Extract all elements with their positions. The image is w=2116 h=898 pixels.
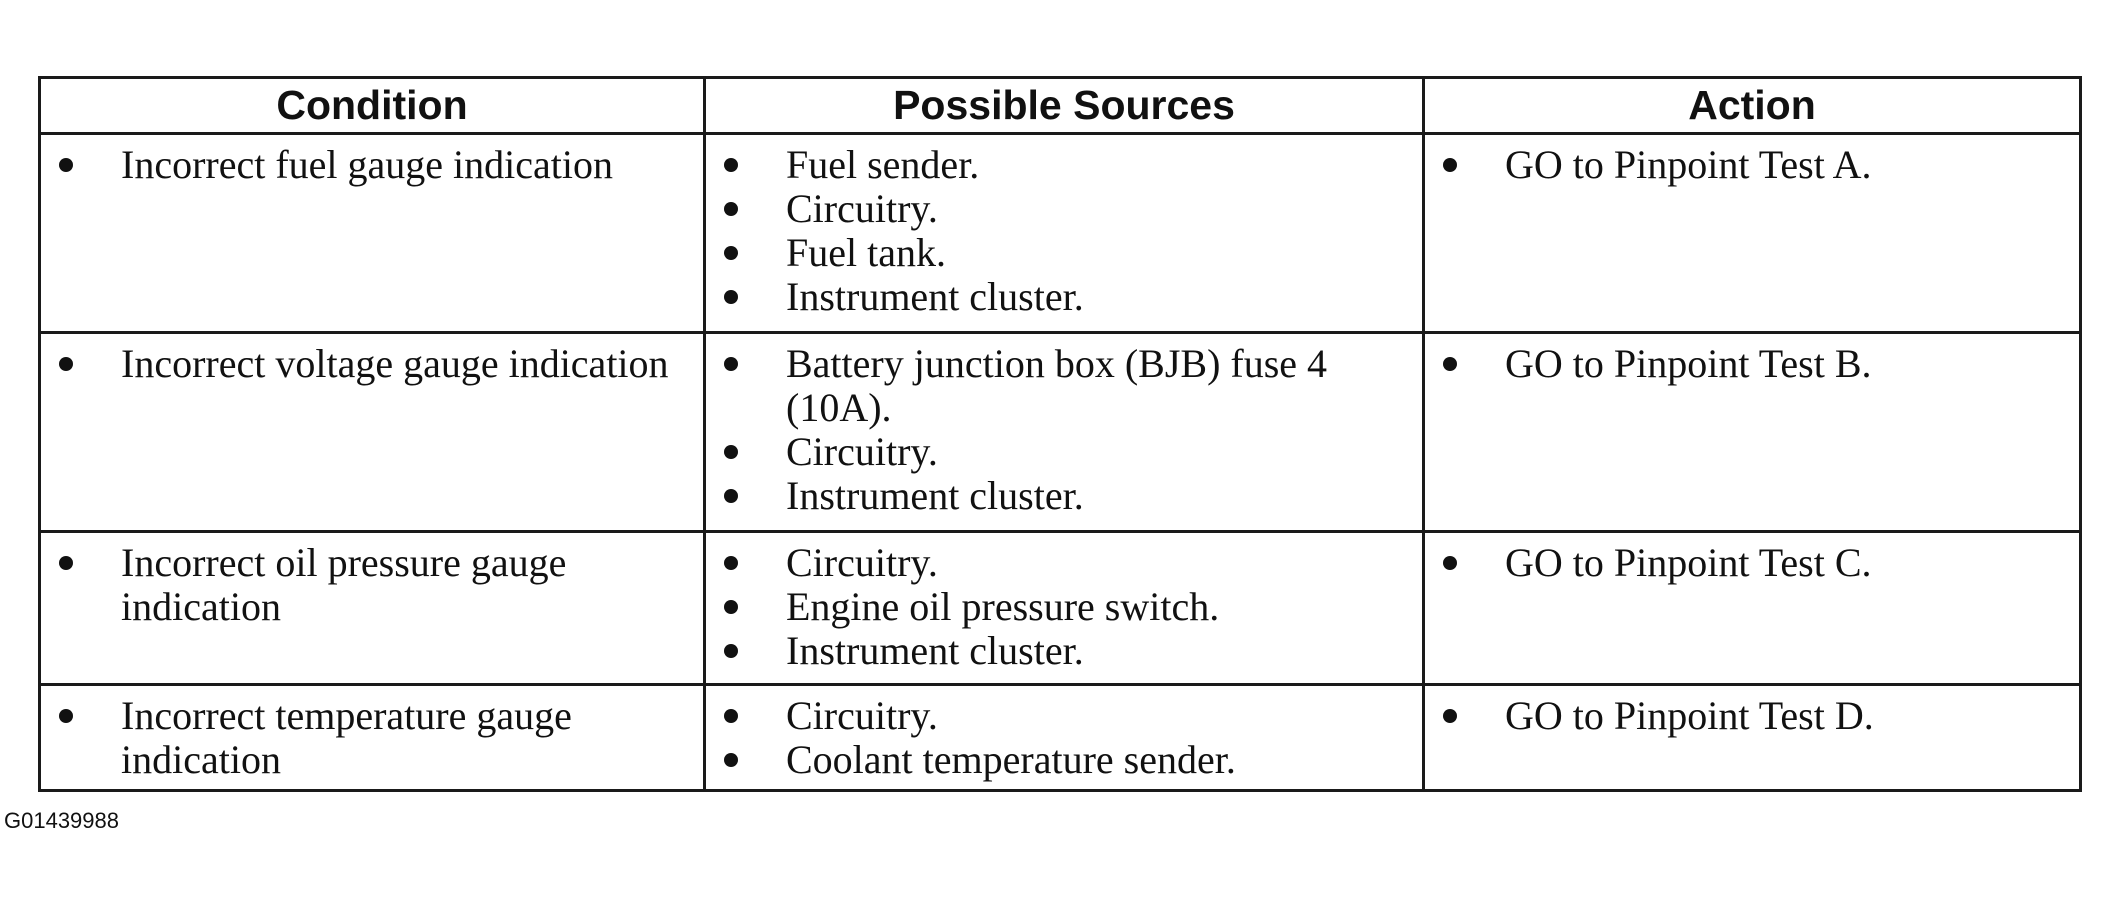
bullet-icon <box>59 556 73 570</box>
bullet-icon <box>724 709 738 723</box>
bullet-icon <box>724 202 738 216</box>
source-text: Fuel tank. <box>786 230 946 275</box>
list-item <box>41 541 703 629</box>
list-item <box>706 738 1422 782</box>
bullet-icon <box>59 709 73 723</box>
condition-text: Incorrect voltage gauge indication <box>121 341 669 386</box>
bullet-icon <box>1443 158 1457 172</box>
source-text: Circuitry. <box>786 186 938 231</box>
condition-cell <box>40 685 705 791</box>
bullet-icon <box>724 357 738 371</box>
list-item <box>706 541 1422 585</box>
action-text: GO to Pinpoint Test A. <box>1505 142 1872 187</box>
list-item <box>1425 541 2079 585</box>
list-item <box>706 629 1422 673</box>
condition-text: Incorrect oil pressure gauge indication <box>121 540 567 629</box>
action-cell <box>1424 532 2081 685</box>
source-text: Instrument cluster. <box>786 473 1084 518</box>
source-text: Circuitry. <box>786 693 938 738</box>
condition-cell <box>40 134 705 333</box>
bullet-icon <box>724 158 738 172</box>
action-text: GO to Pinpoint Test D. <box>1505 693 1874 738</box>
source-text: Circuitry. <box>786 540 938 585</box>
sources-cell <box>705 134 1424 333</box>
list-item <box>41 694 703 782</box>
bullet-icon <box>59 158 73 172</box>
sources-cell <box>705 333 1424 532</box>
list-item <box>41 143 703 187</box>
header-row <box>40 78 2081 134</box>
list-item <box>41 342 703 386</box>
header-condition: Condition <box>40 78 705 134</box>
bullet-icon <box>724 246 738 260</box>
action-text: GO to Pinpoint Test B. <box>1505 341 1872 386</box>
list-item <box>706 474 1422 518</box>
table-row <box>40 685 2081 791</box>
bullet-icon <box>59 357 73 371</box>
table-row <box>40 532 2081 685</box>
source-text: Engine oil pressure switch. <box>786 584 1220 629</box>
condition-cell <box>40 333 705 532</box>
action-cell <box>1424 134 2081 333</box>
list-item <box>706 275 1422 319</box>
figure-id: G01439988 <box>4 808 119 833</box>
bullet-icon <box>724 290 738 304</box>
list-item <box>706 694 1422 738</box>
bullet-icon <box>1443 357 1457 371</box>
sources-cell <box>705 532 1424 685</box>
list-item <box>706 430 1422 474</box>
list-item <box>1425 143 2079 187</box>
header-possible-sources: Possible Sources <box>705 78 1424 134</box>
list-item <box>706 187 1422 231</box>
source-text: Battery junction box (BJB) fuse 4 (10A). <box>786 341 1328 430</box>
action-text: GO to Pinpoint Test C. <box>1505 540 1872 585</box>
bullet-icon <box>1443 556 1457 570</box>
bullet-icon <box>1443 709 1457 723</box>
bullet-icon <box>724 489 738 503</box>
condition-cell <box>40 532 705 685</box>
bullet-icon <box>724 445 738 459</box>
source-text: Instrument cluster. <box>786 628 1084 673</box>
bullet-icon <box>724 600 738 614</box>
list-item <box>706 143 1422 187</box>
list-item <box>1425 694 2079 738</box>
diagnosis-table <box>38 76 2082 792</box>
source-text: Coolant temperature sender. <box>786 737 1236 782</box>
condition-text: Incorrect temperature gauge indication <box>121 693 572 782</box>
action-cell <box>1424 685 2081 791</box>
source-text: Fuel sender. <box>786 142 980 187</box>
condition-text: Incorrect fuel gauge indication <box>121 142 613 187</box>
list-item <box>706 585 1422 629</box>
header-action: Action <box>1424 78 2081 134</box>
table-row <box>40 134 2081 333</box>
action-cell <box>1424 333 2081 532</box>
bullet-icon <box>724 644 738 658</box>
table-row <box>40 333 2081 532</box>
bullet-icon <box>724 753 738 767</box>
list-item <box>706 342 1422 430</box>
source-text: Instrument cluster. <box>786 274 1084 319</box>
bullet-icon <box>724 556 738 570</box>
source-text: Circuitry. <box>786 429 938 474</box>
list-item <box>1425 342 2079 386</box>
list-item <box>706 231 1422 275</box>
sources-cell <box>705 685 1424 791</box>
